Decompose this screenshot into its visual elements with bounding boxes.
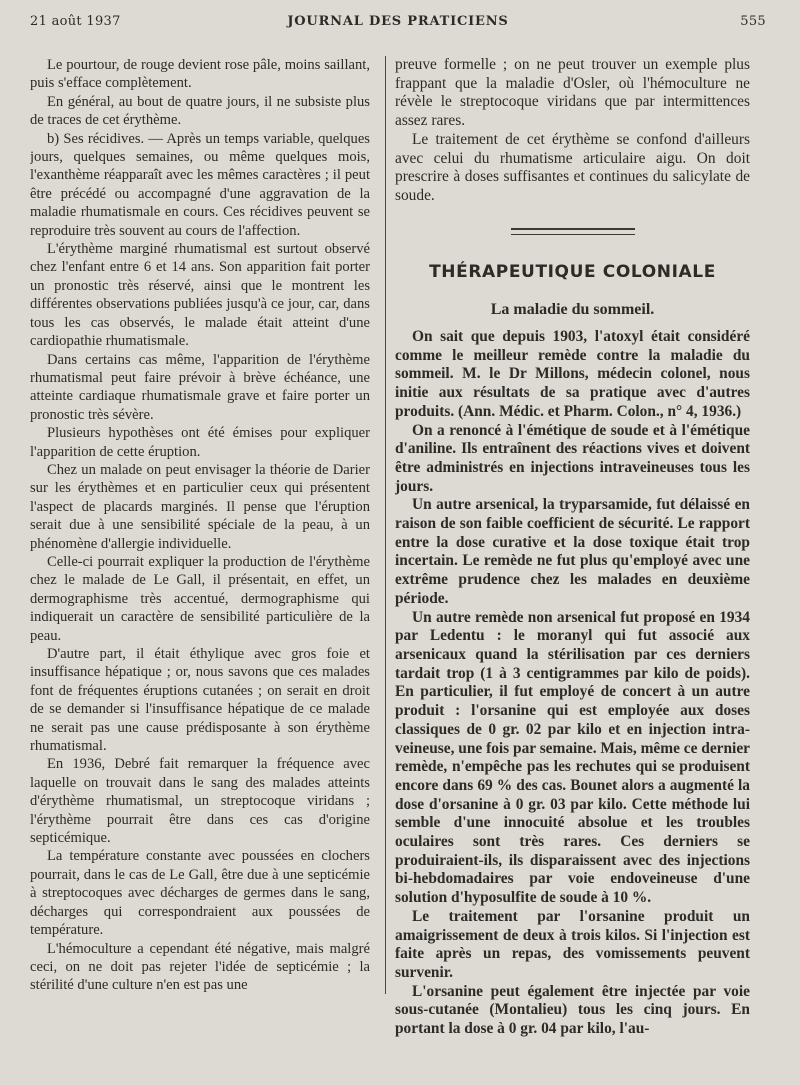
- paragraph: Un autre remède non arsenical fut proposé en 1934 par Ledentu : le moranyl qui fut associé aux arsenicaux quand la stérilisation par ces derniers tardait trop (1 à 3 centigrammes par kilo de poids). En particulier, il fut employé de concert à un autre produit : l'orsanine qui est employée aux doses classiques de 0 gr. 02 par kilo et en injection intra-veineuse, une fois par semaine. Mais, même ce dernier remède, n'empêche pas les rechutes qui se produisent encore dans 69 % des cas. Bounet alors a augmenté la dose d'orsanine à 0 gr. 03 par kilo. Cette méthode lui semble d'une innocuité absolue et les troubles oculaires sont très rares. Ces derniers se produiraient-ils, ils disparaissent avec des injections bi-hebdomadaires par voie endoveineuse d'une solution d'hyposulfite de soude à 10 %.: [395, 608, 750, 907]
- running-head: [30, 14, 766, 36]
- paragraph: Le traitement de cet érythème se confond d'ailleurs avec celui du rhumatisme articulaire aigu. On doit prescrire à doses suffisantes et continues du salicylate de soude.: [395, 130, 750, 204]
- article-body: [395, 328, 750, 1039]
- right-column: [395, 56, 750, 1039]
- paragraph: Chez un malade on peut envisager la théorie de Darier sur les érythèmes et en particulier ceux qui présentent l'aspect de placards marginés. Il pense que l'éruption serait due à une sensibilité spéciale de la peau, à un phénomène d'allergie individuelle.: [30, 461, 370, 552]
- paragraph: D'autre part, il était éthylique avec gros foie et insuffisance hépatique ; or, nous savons que ces malades font de fréquentes éruptions cutanées ; on serait en droit de se demander si l'insuffisance hépatique de ce malade ne serait pas une cause prédisposante à son érythème rhumatismal.: [30, 646, 370, 755]
- paragraph: La température constante avec poussées en clochers pourrait, dans le cas de Le Gall, être due à une septicémie à streptocoques avec décharges de germes dans le sang, décharges qui correspondraient aux poussées de température.: [30, 848, 370, 939]
- article-title: La maladie du sommeil.: [490, 301, 655, 319]
- journal-title: JOURNAL DES PRATICIENS: [287, 14, 509, 29]
- paragraph: On a renoncé à l'émétique de soude et à l'émétique d'aniline. Ils entraînent des réactions vives et doivent être administrés en injections intraveineuses tous les jours.: [395, 421, 750, 495]
- paragraph: En général, au bout de quatre jours, il ne subsiste plus de traces de cet érythème.: [30, 93, 370, 129]
- paragraph: Dans certains cas même, l'apparition de l'érythème rhumatismal peut faire prévoir à brève échéance, une atteinte cardiaque rhumatismale grave et faire porter un pronostic très sévère.: [30, 351, 370, 423]
- paragraph: Le traitement par l'orsanine produit un amaigrissement de deux à trois kilos. Si l'injection est faite après un repas, des vomissements peuvent survenir.: [395, 907, 750, 981]
- left-column: [30, 56, 370, 995]
- paragraph: L'hémoculture a cependant été négative, mais malgré ceci, on ne doit pas rejeter l'idée de septicémie ; la stérilité d'une culture n'en est pas une: [30, 940, 370, 994]
- section-divider: [511, 228, 635, 235]
- paragraph: L'orsanine peut également être injectée par voie sous-cutanée (Montalieu) tous les cinq jours. En portant la dose à 0 gr. 04 par kilo, l'au-: [395, 982, 750, 1038]
- paragraph: En 1936, Debré fait remarquer la fréquence avec laquelle on trouvait dans le sang des malades atteints d'érythème rhumatismal, un streptocoque viridans ; l'érythème pourrait être dans ces cas d'origine septicémique.: [30, 756, 370, 847]
- section-title: THÉRAPEUTIQUE COLONIALE: [429, 261, 716, 282]
- paragraph: Plusieurs hypothèses ont été émises pour expliquer l'apparition de cette éruption.: [30, 425, 370, 460]
- paragraph: On sait que depuis 1903, l'atoxyl était considéré comme le meilleur remède contre la maladie du sommeil. M. le Dr Millons, médecin colonel, nous initie aux résultats de sa pratique avec d'autres produits. (Ann. Médic. et Pharm. Colon., n° 4, 1936.): [395, 328, 750, 420]
- paragraph: L'érythème marginé rhumatismal est surtout observé chez l'enfant entre 6 et 14 ans. Son apparition fait porter un pronostic très réservé, ainsi que le montrent les différentes observations publiées jusqu'à ce jour, car, dans tous les cas observés, le malade était atteint d'une cardiopathie rhumatismale.: [30, 241, 370, 350]
- column-divider: [385, 56, 386, 994]
- page-number: 555: [740, 14, 766, 29]
- paragraph: Celle-ci pourrait expliquer la production de l'érythème chez le malade de Le Gall, il présentait, en effet, un dermographisme très accentué, dermographisme qui indiquerait un caractère de sensibilité particulière de la peau.: [30, 553, 370, 644]
- paragraph: Un autre arsenical, la tryparsamide, fut délaissé en raison de son faible coefficient de sécurité. Le rapport entre la dose curative et la dose toxique était trop incertain. Le remède ne fut plus qu'employé avec une extrême prudence chez les malades en deuxième période.: [395, 496, 750, 607]
- paragraph: Le pourtour, de rouge devient rose pâle, moins saillant, puis s'efface complètement.: [30, 57, 370, 92]
- paragraph: b) Ses récidives. — Après un temps variable, quelques jours, quelques semaines, ou même quelques mois, l'exanthème réapparaît avec les mêmes caractères ; il peut être précédé ou accompagné d'une aggravation de la maladie rhumatismale en cours. Ces récidives peuvent se reproduire très souvent au cours de l'affection.: [30, 130, 370, 239]
- continued-paragraph: preuve formelle ; on ne peut trouver un exemple plus frappant que la maladie d'Osler, où l'hémoculture ne révèle le streptocoque viridans que par intermittences assez rares.: [395, 56, 750, 130]
- issue-date: 21 août 1937: [30, 14, 121, 29]
